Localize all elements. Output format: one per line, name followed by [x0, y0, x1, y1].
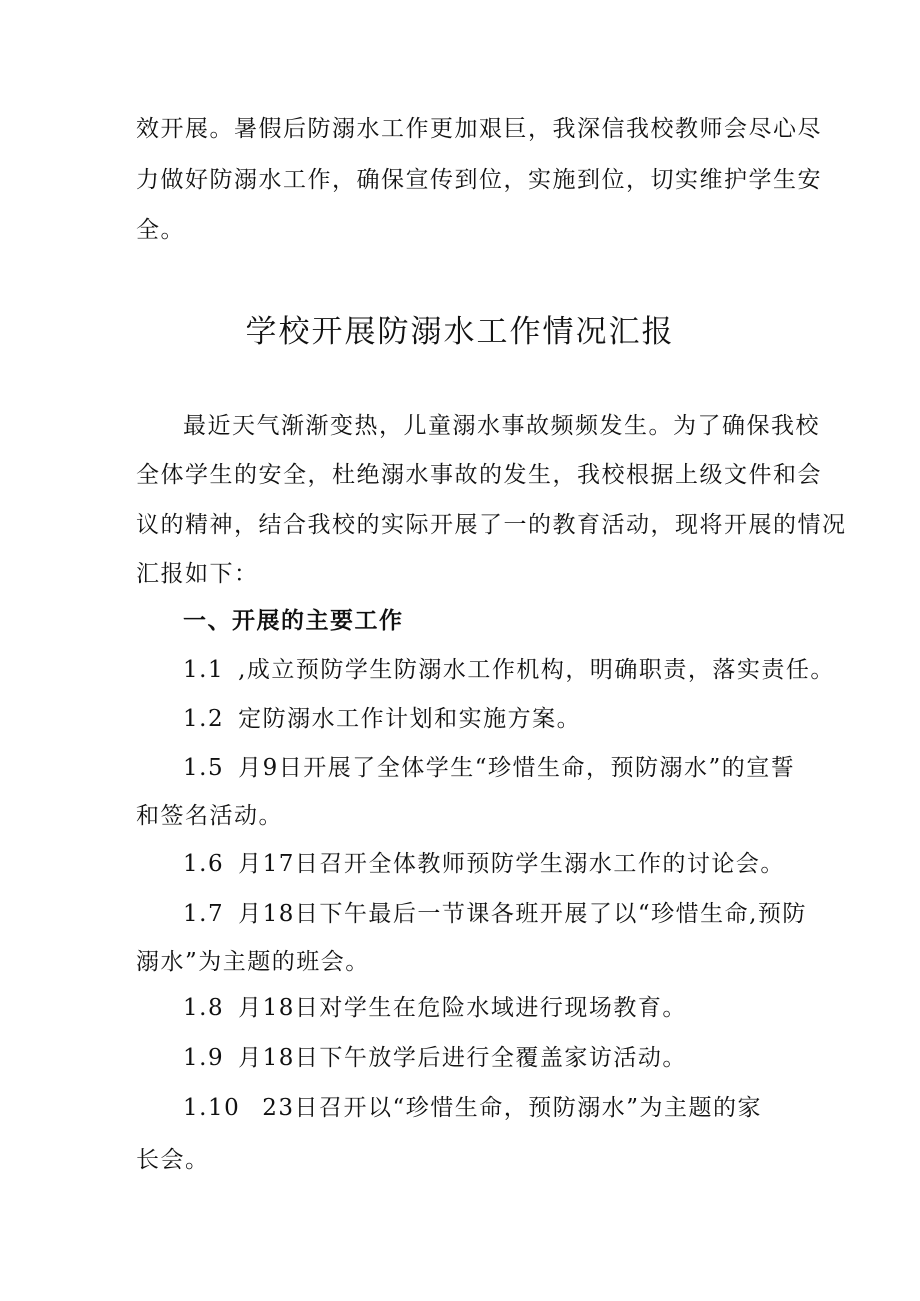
item-number: 1.9 — [183, 1045, 225, 1071]
item-text: 月9日开展了全体学生“珍惜生命，预防溺水”的宣誓 — [238, 755, 796, 781]
item-number: 1.6 — [183, 851, 225, 877]
top-paragraph-line: 全。 — [136, 217, 185, 243]
item-continuation: 和签名活动。 — [136, 803, 283, 829]
item-number: 1.5 — [183, 755, 225, 781]
item-number: 1.1 — [183, 657, 225, 683]
item-text: 月18日对学生在危险水域进行现场教育。 — [238, 995, 687, 1021]
item-number: 1.8 — [183, 995, 225, 1021]
document-title: 学校开展防溺水工作情况汇报 — [245, 314, 675, 350]
list-item — [183, 752, 843, 784]
list-item — [183, 898, 843, 930]
section-heading: 一、开展的主要工作 — [183, 608, 404, 634]
intro-line: 全体学生的安全，杜绝溺水事故的发生，我校根据上级文件和会 — [136, 462, 822, 488]
item-text: 月18日下午放学后进行全覆盖家访活动。 — [238, 1045, 687, 1071]
item-number: 1.2 — [183, 706, 225, 732]
top-paragraph-line: 效开展。暑假后防溺水工作更加艰巨，我深信我校教师会尽心尽 — [136, 116, 822, 142]
item-continuation: 长会。 — [136, 1147, 210, 1173]
list-item — [183, 992, 843, 1024]
intro-line: 议的精神，结合我校的实际开展了一的教育活动，现将开展的情况 — [136, 512, 847, 538]
list-item — [183, 848, 843, 880]
intro-line: 最近天气渐渐变热，儿童溺水事故频频发生。为了确保我校 — [183, 413, 820, 439]
top-paragraph-line: 力做好防溺水工作，确保宣传到位，实施到位，切实维护学生安 — [136, 167, 822, 193]
item-continuation: 溺水”为主题的班会。 — [136, 949, 370, 975]
list-item — [183, 1092, 843, 1124]
item-text: 月18日下午最后一节课各班开展了以“珍惜生命,预防 — [238, 901, 807, 927]
list-item — [183, 654, 843, 686]
item-text: 23日召开以“珍惜生命，预防溺水”为主题的家 — [262, 1095, 763, 1121]
item-text: ,成立预防学生防溺水工作机构，明确职责，落实责任。 — [238, 657, 835, 683]
intro-line: 汇报如下： — [136, 561, 259, 587]
item-number: 1.10 — [183, 1095, 241, 1121]
item-number: 1.7 — [183, 901, 225, 927]
item-text: 定防溺水工作计划和实施方案。 — [238, 706, 582, 732]
list-item — [183, 1042, 843, 1074]
item-text: 月17日召开全体教师预防学生溺水工作的讨论会。 — [238, 851, 785, 877]
list-item — [183, 703, 843, 735]
